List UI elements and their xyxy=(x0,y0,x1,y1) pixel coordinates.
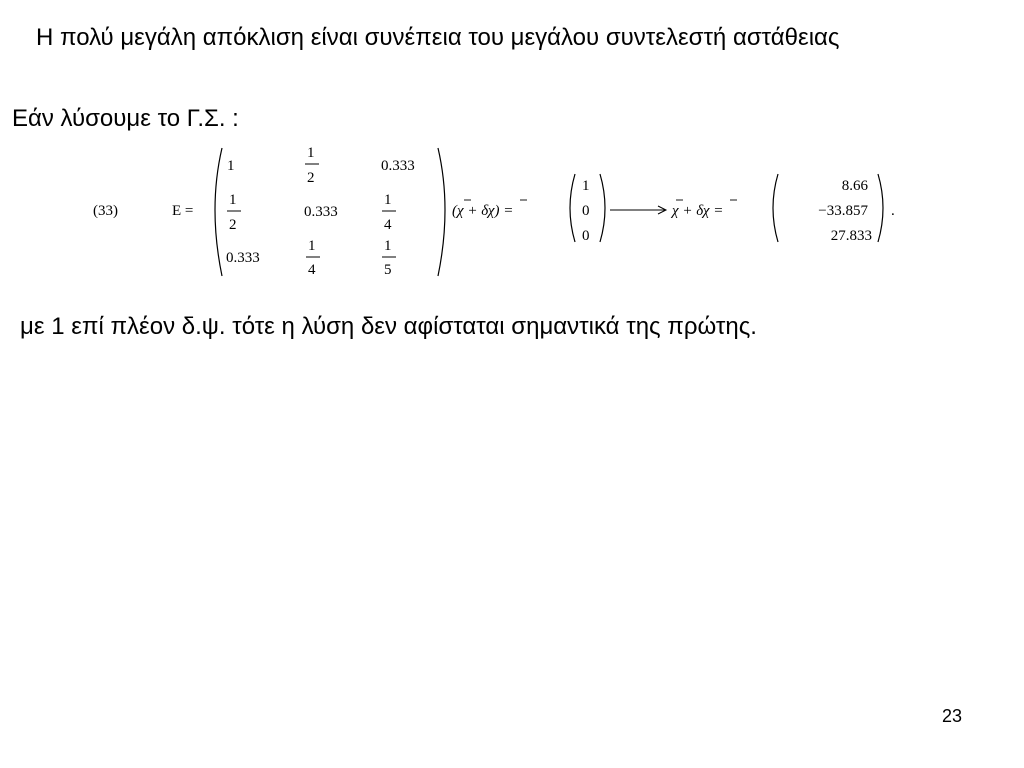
result-left-paren xyxy=(773,174,778,242)
svg-text:(χ + δχ) =: (χ + δχ) = xyxy=(452,203,514,219)
matrix-cell-1-3: 0.333 xyxy=(381,158,415,174)
matrix-cell-1-1: 1 xyxy=(227,158,235,174)
slide-title: Η πολύ μεγάλη απόκλιση είναι συνέπεια του μεγάλου συντελεστή αστάθειας xyxy=(36,24,840,51)
svg-text:1: 1 xyxy=(308,238,316,254)
result-vector-3: 27.833 xyxy=(830,228,872,244)
matrix-label: E = xyxy=(172,203,194,219)
svg-text:2: 2 xyxy=(307,170,315,186)
equation-number: (33) xyxy=(93,203,118,219)
svg-text:1: 1 xyxy=(307,145,315,161)
lhs-expression xyxy=(452,200,527,219)
svg-text:1: 1 xyxy=(384,192,392,208)
rhs-left-paren xyxy=(570,174,575,242)
matrix-cell-3-2 xyxy=(306,238,320,278)
rhs-vector-3: 0 xyxy=(582,228,590,244)
svg-text:1: 1 xyxy=(229,192,237,208)
page-number: 23 xyxy=(941,706,962,726)
matrix-left-paren xyxy=(215,148,222,276)
matrix-cell-3-3 xyxy=(382,238,396,278)
result-label xyxy=(670,200,737,219)
matrix-cell-1-2 xyxy=(305,145,319,186)
svg-text:1: 1 xyxy=(384,238,392,254)
svg-text:4: 4 xyxy=(308,262,316,278)
equation-33 xyxy=(0,140,1024,290)
matrix-cell-2-3 xyxy=(382,192,396,233)
rhs-vector-2: 0 xyxy=(582,203,590,219)
conclusion-text: με 1 επί πλέον δ.ψ. τότε η λύση δεν αφίσταται σημαντικά της πρώτης. xyxy=(20,313,757,340)
matrix-cell-2-2: 0.333 xyxy=(304,204,338,220)
result-vector-1: 8.66 xyxy=(841,178,868,194)
equation-end-mark: . xyxy=(891,203,895,219)
svg-text:4: 4 xyxy=(384,217,392,233)
svg-text:2: 2 xyxy=(229,217,237,233)
matrix-right-paren xyxy=(438,148,445,276)
svg-text:5: 5 xyxy=(384,262,392,278)
result-right-paren xyxy=(878,174,883,242)
implies-arrow xyxy=(610,206,666,214)
matrix-cell-2-1 xyxy=(227,192,241,233)
intro-text: Εάν λύσουμε το Γ.Σ. : xyxy=(12,105,239,132)
rhs-right-paren xyxy=(600,174,605,242)
result-vector-2: −33.857 xyxy=(818,203,868,219)
rhs-vector-1: 1 xyxy=(582,178,590,194)
matrix-cell-3-1: 0.333 xyxy=(226,250,260,266)
svg-text:χ + δχ =: χ + δχ = xyxy=(672,203,724,219)
